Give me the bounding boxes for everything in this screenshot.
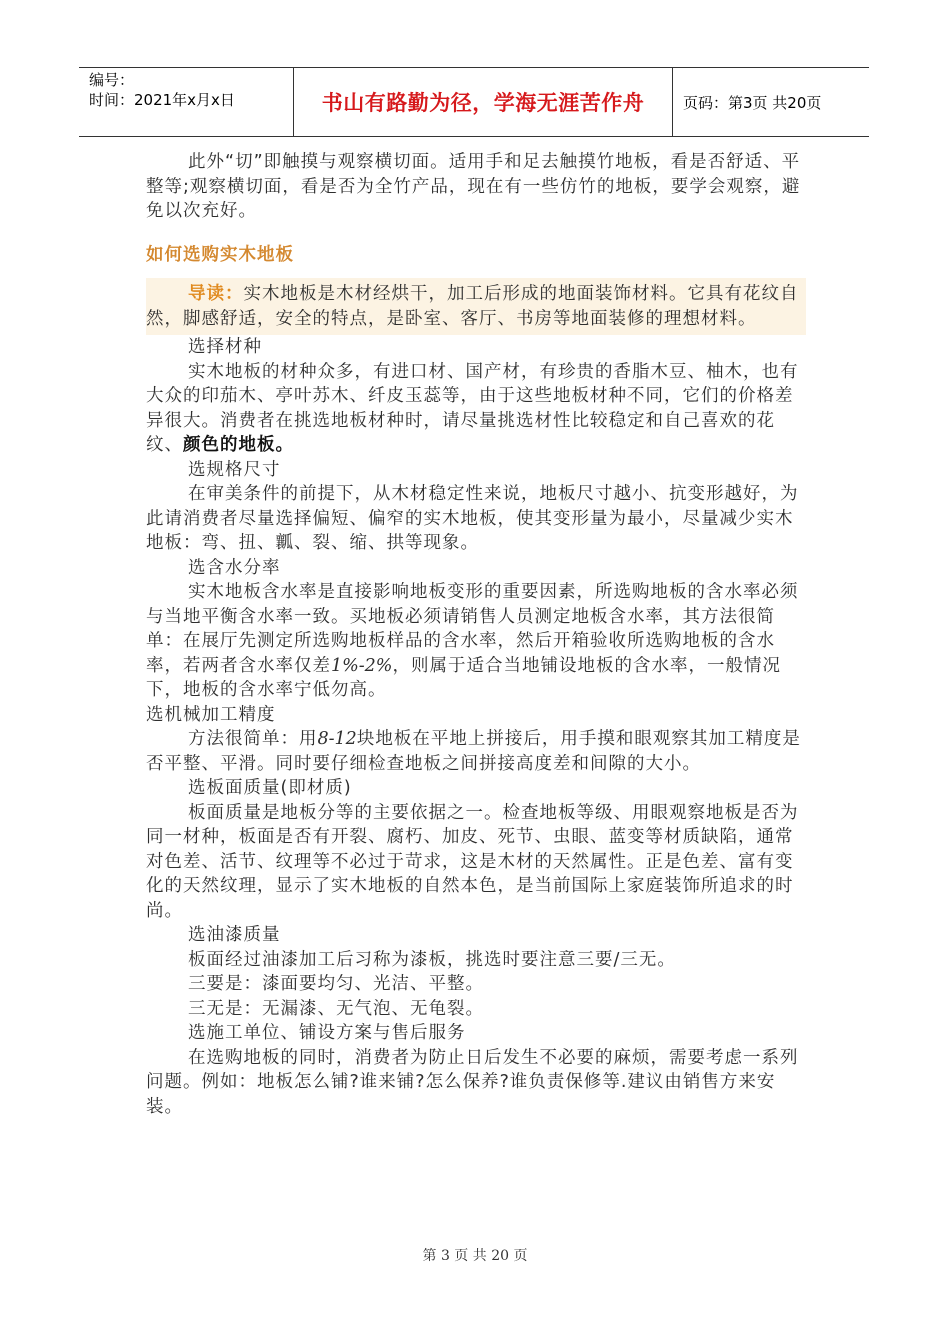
heading-precision: 选机械加工精度 [146,704,276,725]
header-meta [79,68,294,136]
document-number: 编号： [89,71,135,89]
guide-text: 实木地板是木材经烘干，加工后形成的地面装饰材料。它具有花纹自然，脚感舒适，安全的特点，是卧室、客厅、书房等地面装修的理想材料。 [146,284,799,329]
heading-size: 选规格尺寸 [188,459,281,480]
material-text-emphasis: 颜色的地板。 [183,435,294,455]
heading-moisture: 选含水分率 [188,557,281,578]
paragraph-size: 在审美条件的前提下，从木材稳定性来说，地板尺寸越小、抗变形越好，为此请消费者尽量选择偏短、偏窄的实木地板，使其变形量为最小，尽量减少实木地板：弯、扭、瓤、裂、缩、拱等现象。 [146,484,799,553]
material-text: 实木地板的材种众多，有进口材、国产材，有珍贵的香脂木豆、柚木，也有大众的印茄木、亭叶苏木、纤皮玉蕊等，由于这些地板材种不同，它们的价格差异很大。消费者在挑选地板材种时，请尽量挑选材性比较稳定和自己喜欢的花纹、 [146,361,799,455]
moisture-text-a: 实木地板含水率是直接影响地板变形的重要因素，所选购地板的含水率必须与当地平衡含水率一致。买地板必须请销售人员测定地板含水率，其方法很简单：在展厅先测定所选购地板样品的含水率，然后开箱验收所选购地板的含水率，若两者含水率仅差 [146,582,799,676]
moisture-range: 1%-2% [331,655,393,676]
paint-three-nos: 三无是：无漏漆、无气泡、无龟裂。 [188,998,484,1019]
heading-paint: 选油漆质量 [188,925,281,945]
paragraph-precision [146,727,806,776]
heading-surface: 选板面质量(即材质) [188,778,352,798]
heading-service: 选施工单位、铺设方案与售后服务 [188,1023,466,1043]
guide-paragraph [146,282,806,331]
guide-lead: 导读： [188,284,244,304]
intro-paragraph: 此外“切”即触摸与观察横切面。适用手和足去触摸竹地板，看是否舒适、平整等;观察横切面，看是否为全竹产品，现在有一些仿竹的地板，要学会观察，避免以次充好。 [146,152,801,221]
header-motto: 书山有路勤为径，学海无涯苦作舟 [294,68,673,136]
section-title: 如何选购实木地板 [146,244,294,265]
paragraph-material [146,360,806,458]
precision-count: 8-12 [317,729,357,749]
precision-text-a: 方法很简单：用 [188,729,318,749]
moisture-text-b: ，则属于适合当地铺设地板的含水率，一般情况下，地板的含水率宁低勿高。 [146,655,781,700]
document-date: 时间：2021年x月x日 [89,91,235,109]
paragraph-moisture [146,580,806,703]
paragraph-surface: 板面质量是地板分等的主要依据之一。检查地板等级、用眼观察地板是否为同一材种，板面是否有开裂、腐朽、加皮、死节、虫眼、蓝变等材质缺陷，通常对色差、活节、纹理等不必过于苛求，这是木材的天然属性。正是色差、富有变化的天然纹理，显示了实木地板的自然本色，是当前国际上家庭装饰所追求的时尚。 [146,802,799,921]
page-header [79,67,869,137]
page-footer: 第 3 页 共 20 页 [422,1248,528,1264]
guide-box [146,278,806,335]
precision-text-b: 块地板在平地上拼接后，用手摸和眼观察其加工精度是否平整、平滑。同时要仔细检查地板之间拼接高度差和间隙的大小。 [146,729,801,774]
heading-material: 选择材种 [188,337,262,357]
paragraph-service: 在选购地板的同时，消费者为防止日后发生不必要的麻烦，需要考虑一系列问题。例如：地板怎么铺?谁来铺?怎么保养?谁负责保修等.建议由销售方来安装。 [146,1047,799,1117]
paragraph-paint: 板面经过油漆加工后习称为漆板，挑选时要注意三要/三无。 [188,949,676,970]
document-body [146,150,806,1119]
paint-three-musts: 三要是：漆面要均匀、光洁、平整。 [188,974,484,994]
header-page-info: 页码：第3页 共20页 [683,93,822,112]
